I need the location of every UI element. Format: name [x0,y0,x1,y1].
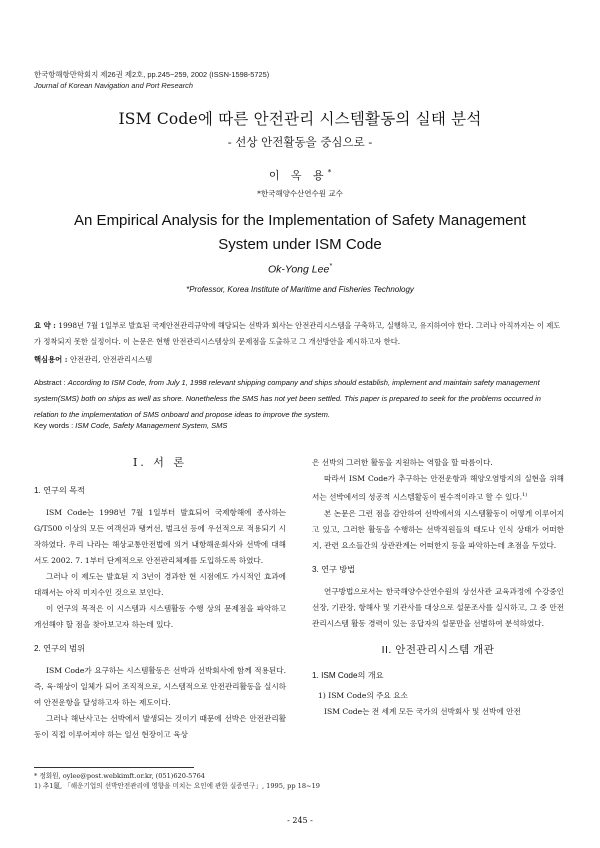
paragraph: ISM Code는 1998년 7월 1일부터 발효되어 국제항해에 종사하는 G/T500 이상의 모든 여객선과 탱커선, 벌크선 등에 우선적으로 적용되기 시작하였다. 우리 나라는 해상교통안전법에 의거 내항해운회사와 선박에 대해서도 2002. 7. 1부터 단계적으로 안전관리체제를 도입하도록 하였다. [34,508,286,565]
subsection-method-heading: 3. 연구 방법 [312,564,356,574]
footnote-ref: 1) [522,492,528,498]
footnote-author-contact: * 정회원, oylee@post.webkimft.or.kr, (051)620-5764 [34,772,205,780]
english-abstract-text: According to ISM Code, from July 1, 1998 relevant shipping company and ships should establish, implement and maintain safety management system(SMS) both on ships as well as shore. Nonetheless the SMS has not yet been settled. This paper is prepared to seek for the problems occurred in relation to the implementation of SMS onboard and propose ideas to improve the system. [34,378,541,419]
journal-en-line: Journal of Korean Navigation and Port Research [34,80,193,90]
right-column [312,455,564,720]
paragraph-text: 따라서 ISM Code가 추구하는 안전운항과 해양오염방지의 실현을 위해서는 선박에서의 성공적 시스템활동이 필수적이라고 할 수 있다. [312,474,564,502]
footnote-reference-1: 1) 추1氪, 「해운기업의 선박안전관리에 영향을 미치는 요인에 관한 실증연구」, 1995, pp 18~19 [34,782,320,790]
korean-title: ISM Code에 따른 안전관리 시스템활동의 실태 분석 [118,110,482,128]
journal-header [34,70,269,91]
section-overview-heading: II. 안전관리시스템 개관 [381,643,495,656]
subsection-purpose-heading: 1. 연구의 목적 [34,486,85,495]
english-title-line1: An Empirical Analysis for the Implementation of Safety Management [74,212,526,229]
english-abstract-label: Abstract : [34,378,68,387]
paragraph: 은 선박의 그러한 활동을 지원하는 역할을 할 따름이다. [312,458,493,467]
footnote-divider [34,767,194,768]
korean-keywords-text: 안전관리, 안전관리시스템 [69,355,153,364]
english-title-line2: System under ISM Code [218,236,382,253]
footnotes [34,771,320,791]
korean-keywords [34,352,566,368]
paragraph: ISM Code는 전 세계 모든 국가의 선박회사 및 선박에 안전 [324,706,521,716]
paragraph: 본 논문은 그런 점을 감안하여 선박에서의 시스템활동이 어떻게 이루어지고 있고, 그러한 활동을 수행하는 선박직원들의 태도나 인식 상태가 어떠한지, 관련 요소들간의 상관관계는 어떠한지 등을 파악하는데 초점을 두었다. [312,508,564,550]
journal-ko-line: 한국항해항만학회지 제26권 제2호, pp.245~259, 2002 (ISSN-1598-5725) [34,70,270,79]
paragraph: 연구방법으로서는 한국해양수산연수원의 상선사관 교육과정에 수강중인 선장, 기관장, 항해사 및 기관사를 대상으로 설문조사를 실시하고, 그 중 안전관리시스템 활동 경력이 있는 응답자의 설문만을 선별하여 분석하였다. [312,586,564,628]
korean-abstract-label: 요 약 : [34,321,59,330]
paragraph: 그러나 해난사고는 선박에서 발생되는 것이기 때문에 선박은 안전관리활동이 직접 이루어져야 하는 일선 현장이고 육상 [34,714,286,739]
english-keywords [34,421,227,430]
english-author [0,263,600,276]
english-abstract [34,375,566,423]
paragraph: 이 연구의 목적은 이 시스템과 시스템활동 수행 상의 문제점을 파악하고 개선해야 할 점을 찾아보고자 하는데 있다. [34,604,286,629]
subsubsection-elements-heading: 1) ISM Code의 주요 요소 [318,690,408,700]
english-title [0,209,600,257]
paragraph [312,471,564,506]
korean-subtitle: - 선상 안전활동을 중심으로 - [227,135,373,149]
english-author-mark: * [329,263,333,270]
korean-abstract-text: 1998년 7월 1일부로 발효된 국제안전관리규약에 해당되는 선박과 회사는 안전관리시스템을 구축하고, 실행하고, 유지하여야 한다. 그러나 아직까지는 이 제도가 정착되지 못한 실정이다. 이 논문은 현행 안전관리시스템상의 문제점을 도출하고 그 개선방안을 제시하고자 한다. [34,321,561,346]
korean-keywords-label: 핵심용어 : [34,355,70,364]
korean-author-mark: * [327,168,332,177]
korean-author-name: 이 옥 용 [268,169,328,182]
korean-author [0,167,600,183]
left-column [34,455,286,743]
english-affiliation: *Professor, Korea Institute of Maritime and Fisheries Technology [186,285,414,294]
english-keywords-text: ISM Code, Safety Management System, SMS [75,421,228,430]
korean-affiliation: *한국해양수산연수원 교수 [257,189,343,198]
korean-abstract [34,318,566,350]
paragraph: ISM Code가 요구하는 시스템활동은 선박과 선박회사에 함께 적용된다. 즉, 육·해상이 일체가 되어 조직적으로, 시스템적으로 안전관리활동을 실시하여 안전운항을 달성하고자 하는 제도이다. [34,666,286,707]
english-keywords-label: Key words : [34,421,76,430]
page-number: - 245 - [287,816,313,825]
subsection-ismcode-heading: 1. ISM Code의 개요 [312,670,384,680]
subsection-scope-heading: 2. 연구의 범위 [34,644,85,653]
english-author-name: Ok-Yong Lee [267,263,330,276]
section-introduction-heading: I. 서 론 [132,456,188,469]
paragraph: 그러나 이 제도는 발효된 지 3년이 경과한 현 시점에도 가시적인 효과에 대해서는 아직 미지수인 것으로 보인다. [34,572,286,597]
